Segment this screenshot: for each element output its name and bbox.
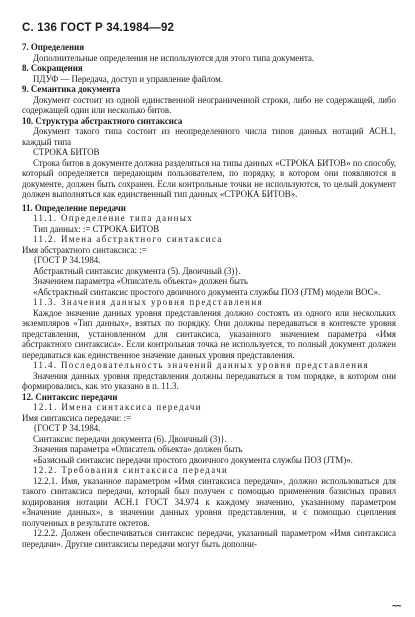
document-body xyxy=(22,42,396,549)
paragraph: Значения параметра «Описатель объекта» должен быть xyxy=(33,444,243,454)
page-header: С. 136 ГОСТ Р 34.1984—92 xyxy=(22,22,175,34)
section-heading: 7. Определения xyxy=(22,42,85,52)
paragraph: Абстрактный синтаксис документа (5). Двоичный (3)}. xyxy=(33,265,241,276)
paragraph: 11.3. Значения данных уровня представления xyxy=(33,297,263,307)
paragraph: Синтаксис передачи документа (6). Двоичный (3)}. xyxy=(33,433,227,444)
paragraph: Документ состоит из одной единственной неограниченной строки, либо не содержащей, либо содержащей один или несколько битов. xyxy=(22,94,396,115)
paragraph: 12.2.1. Имя, указанное параметром «Имя синтаксиса передачи», должно использоваться для такого синтаксиса передачи, который был получен с помощью применения базисных правил кодирования нотации АСН.1 ГОСТ 34.974 к каждому значению, указанному параметром «Значение данных», в значении данных уровня представления, и с помощью сцепления полученных в результате октетов. xyxy=(22,475,396,528)
section-heading: 12. Синтаксис передачи xyxy=(22,391,118,402)
section-heading: 9. Семантика документа xyxy=(22,84,121,94)
paragraph: 11.2. Имена абстрактного синтаксиса xyxy=(33,234,223,244)
paragraph: Каждое значение данных уровня представления должно состоять из одного или нескольких экземпляров «Тип данных», взятых по порядку. Они должны передаваться в контексте уровня представления, установленном для синтаксиса, указанного значением параметра «Имя абстрактного синтаксиса». Если контрольная точка не используется, то полный документ должен передаваться как единственное значение данных уровня представления. xyxy=(22,307,396,360)
paragraph: 11.1. Определение типа данных xyxy=(33,213,194,223)
paragraph: Документ такого типа состоит из неопределенного числа типов данных нотаций АСН.1, каждый типа xyxy=(22,126,396,147)
paragraph: Значением параметра «Описатель объекта» должен быть xyxy=(33,276,248,286)
paragraph: «Абстрактный синтаксис простого двоичного документа службы ПОЗ (JTM) модели ВОС». xyxy=(33,286,381,297)
section-heading: 8. Сокращения xyxy=(22,63,83,73)
paragraph: «Базисный синтаксис передачи простого двоичного документа службы ПОЗ (JTM)». xyxy=(33,454,353,465)
paragraph: Дополнительные определения не используются для этого типа документа. xyxy=(33,52,315,63)
paragraph: Имя синтаксиса передачи: := xyxy=(22,412,132,423)
paragraph: 12.2.2. Должен обеспечиваться синтаксис передачи, указанный параметром «Имя синтаксиса передачи». Другие синтаксисы передачи могут быть дополни- xyxy=(22,528,396,549)
section-heading: 10. Структура абстрактного синтаксиса xyxy=(22,115,183,126)
section-heading: 11. Определение передачи xyxy=(22,202,126,213)
paragraph: 12.1. Имена синтаксиса передачи xyxy=(33,402,202,412)
paragraph: Тип данных: := СТРОКА БИТОВ xyxy=(33,223,160,234)
paragraph: {ГОСТ Р 34.1984. xyxy=(33,255,101,265)
paragraph: 11.4. Последовательность значений данных уровня представления xyxy=(33,360,370,370)
paragraph: ПДУФ — Передача, доступ и управление файлом. xyxy=(33,73,223,84)
paragraph: СТРОКА БИТОВ xyxy=(33,147,100,157)
page-footer-mark: ~~ xyxy=(392,601,401,611)
paragraph: Имя абстрактного синтаксиса: := xyxy=(22,244,147,255)
paragraph: {ГОСТ Р 34.1984. xyxy=(33,423,101,433)
paragraph: Значения данных уровня представления должны передаваться в том порядке, в котором они формировались, как это указано в п. 11.3. xyxy=(22,370,396,391)
paragraph: 12.2. Требования синтаксиса передачи xyxy=(33,465,229,475)
paragraph: Строка битов в документе должна разделяться на типы данных «СТРОКА БИТОВ» по способу, который определяется передающим пользователем, по порядку, в котором они появляются в документе, должен быть сохранен. Если контрольные точки не используются, то целый документ должен выполняться как единственный тип данных «СТРОКА БИТОВ». xyxy=(22,157,396,199)
